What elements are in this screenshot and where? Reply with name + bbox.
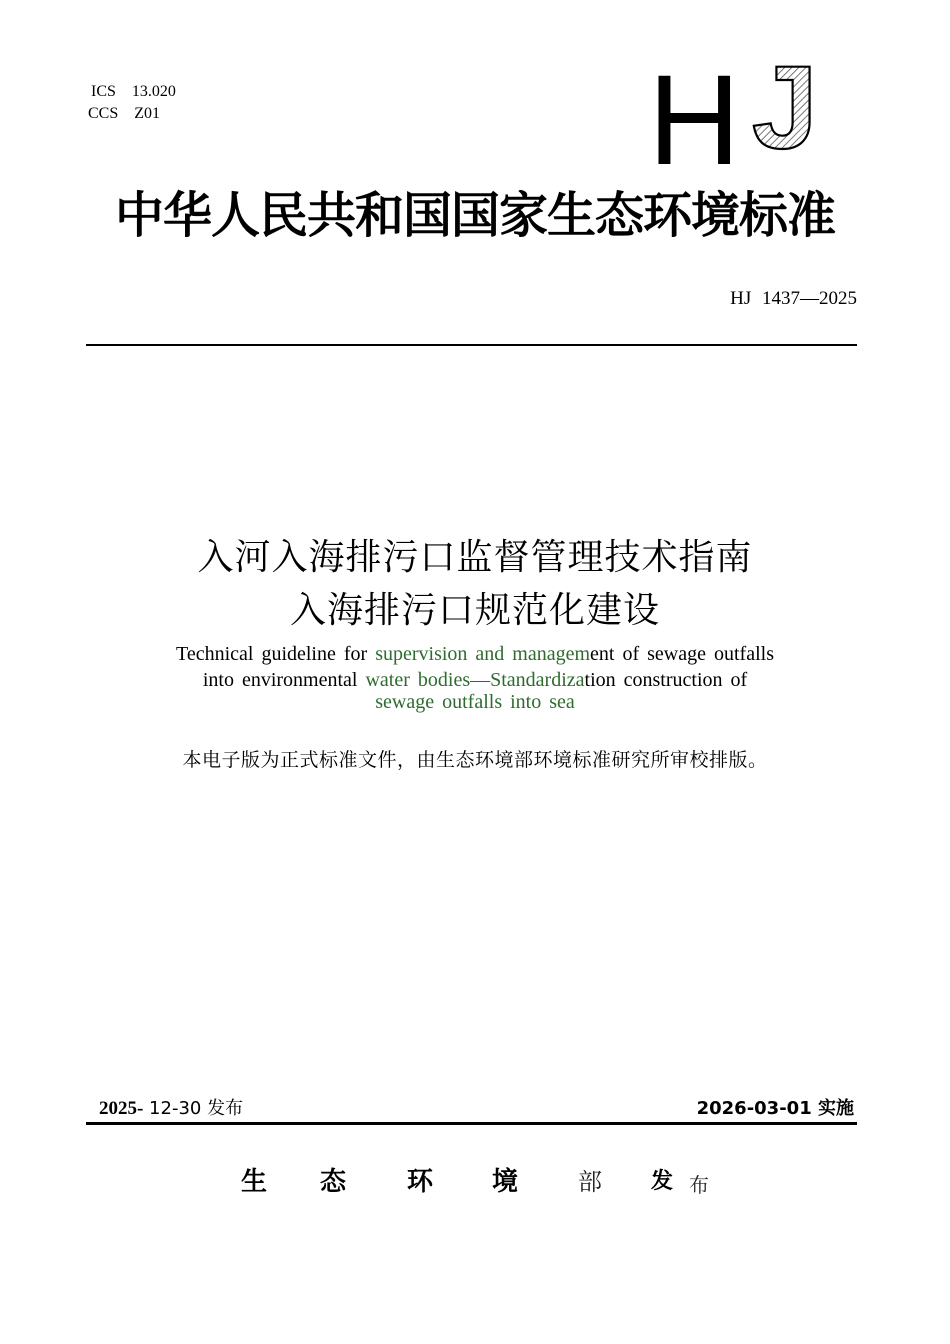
issuer-char: 态 (320, 1167, 347, 1197)
ccs-line (88, 103, 160, 125)
issuer-char: 环 (407, 1167, 434, 1197)
effective-date: 2026-03-01 实施 (696, 1098, 854, 1119)
bottom-divider (86, 1122, 857, 1125)
title-en-1c: ent of sewage outfalls (590, 643, 774, 665)
title-zh-line-1: 入河入海排污口监督管理技术指南 (197, 537, 753, 578)
title-en-line-2 (0, 668, 950, 692)
issuer-char: 发 (651, 1169, 674, 1194)
title-en-1a: Technical guideline for (176, 643, 376, 665)
issuer-char: 生 (241, 1167, 268, 1197)
title-en-line-1 (0, 642, 950, 666)
standard-number: HJ 1437—2025 (730, 288, 857, 309)
standard-title: 中华人民共和国国家生态环境标准 (114, 187, 835, 244)
title-en-2a: into environmental (202, 669, 366, 691)
ics-code: 13.020 (131, 83, 176, 100)
issuer-char: 境 (492, 1167, 519, 1197)
issuer (0, 1163, 950, 1203)
ics-label: ICS (91, 83, 116, 100)
issue-date-year: 2025- (99, 1098, 144, 1119)
logo-letter-j: J (752, 48, 818, 170)
ccs-label: CCS (88, 105, 119, 122)
title-zh-line-2: 入海排污口规范化建设 (289, 590, 660, 631)
title-en-2c: tion construction of (584, 669, 748, 691)
logo-letter-h: H (648, 49, 741, 170)
issue-date-rest: 12-30 发布 (143, 1098, 244, 1119)
issue-date (99, 1096, 243, 1122)
top-divider (86, 344, 857, 346)
ics-line (91, 81, 176, 103)
title-en-line-3: sewage outfalls into sea (375, 691, 575, 713)
title-en-2b: water bodies—Standardiza (365, 669, 585, 691)
issuer-char: 布 (689, 1173, 709, 1197)
edition-notice: 本电子版为正式标准文件，由生态环境部环境标准研究所审校排版。 (182, 749, 768, 771)
ccs-code: Z01 (134, 105, 161, 122)
hj-logo (648, 48, 838, 170)
issuer-char: 部 (578, 1168, 602, 1196)
title-en-1b: supervision and managem (375, 643, 591, 665)
